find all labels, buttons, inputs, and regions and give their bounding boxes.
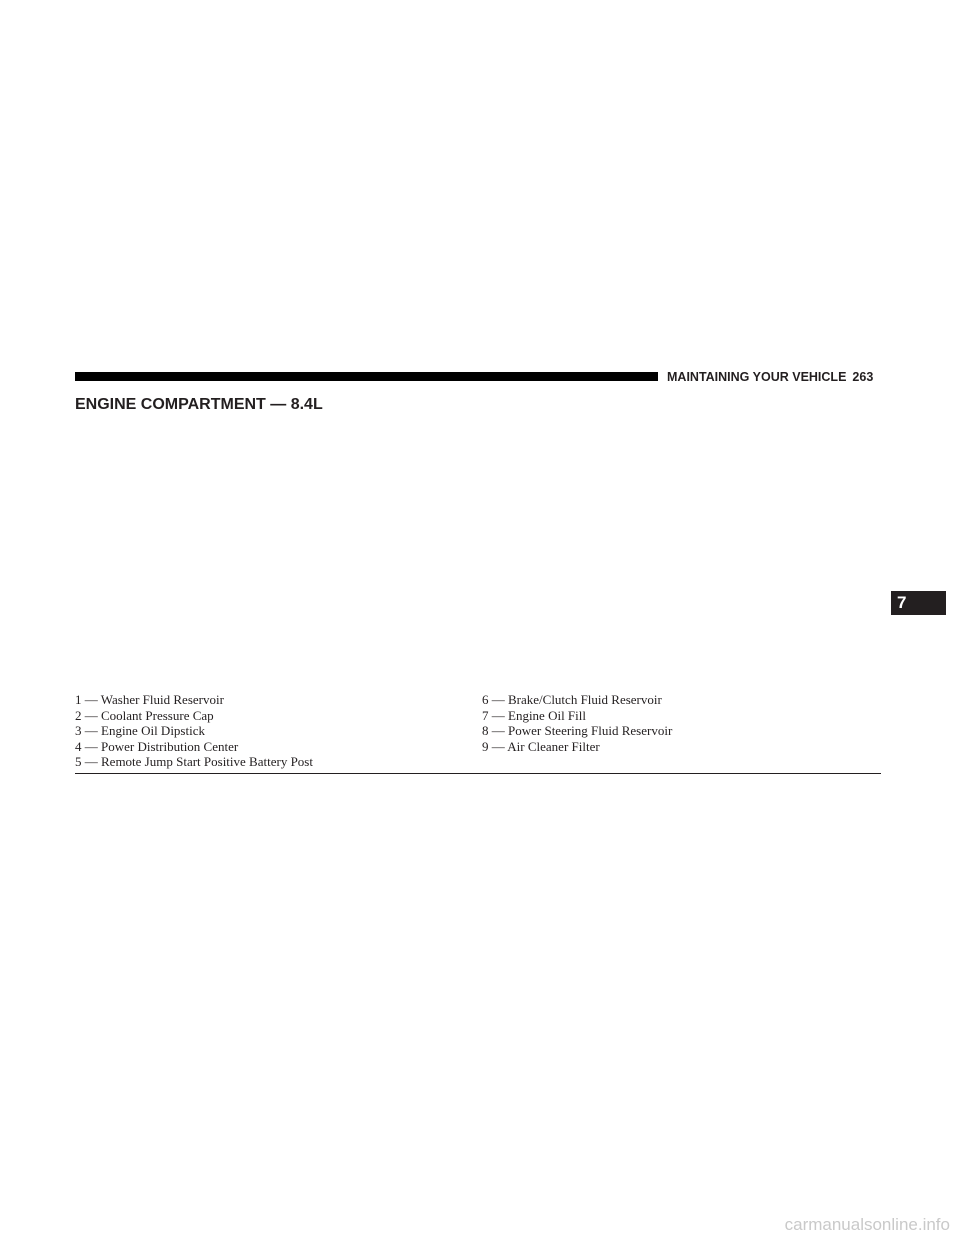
legend-item: 5 — Remote Jump Start Positive Battery Post [75, 754, 313, 770]
header-rule [75, 372, 658, 381]
legend-item: 3 — Engine Oil Dipstick [75, 723, 205, 739]
page-number: 263 [852, 370, 874, 384]
legend-right-column [482, 692, 672, 754]
legend-divider [75, 773, 881, 774]
section-title: ENGINE COMPARTMENT — 8.4L [75, 396, 323, 413]
legend-item: 8 — Power Steering Fluid Reservoir [482, 723, 673, 739]
watermark: carmanualsonline.info [784, 1215, 950, 1234]
legend-item: 9 — Air Cleaner Filter [482, 738, 600, 754]
legend-item: 4 — Power Distribution Center [75, 738, 239, 754]
engine-figure-area [75, 425, 881, 687]
legend-item: 6 — Brake/Clutch Fluid Reservoir [482, 692, 662, 707]
running-header [667, 369, 873, 385]
legend-item: 2 — Coolant Pressure Cap [75, 707, 214, 723]
legend-item: 7 — Engine Oil Fill [482, 707, 586, 723]
legend-left-column [75, 692, 313, 770]
legend-item: 1 — Washer Fluid Reservoir [75, 692, 224, 707]
chapter-tab: 7 [891, 591, 946, 615]
header-section-title: MAINTAINING YOUR VEHICLE [667, 370, 847, 384]
